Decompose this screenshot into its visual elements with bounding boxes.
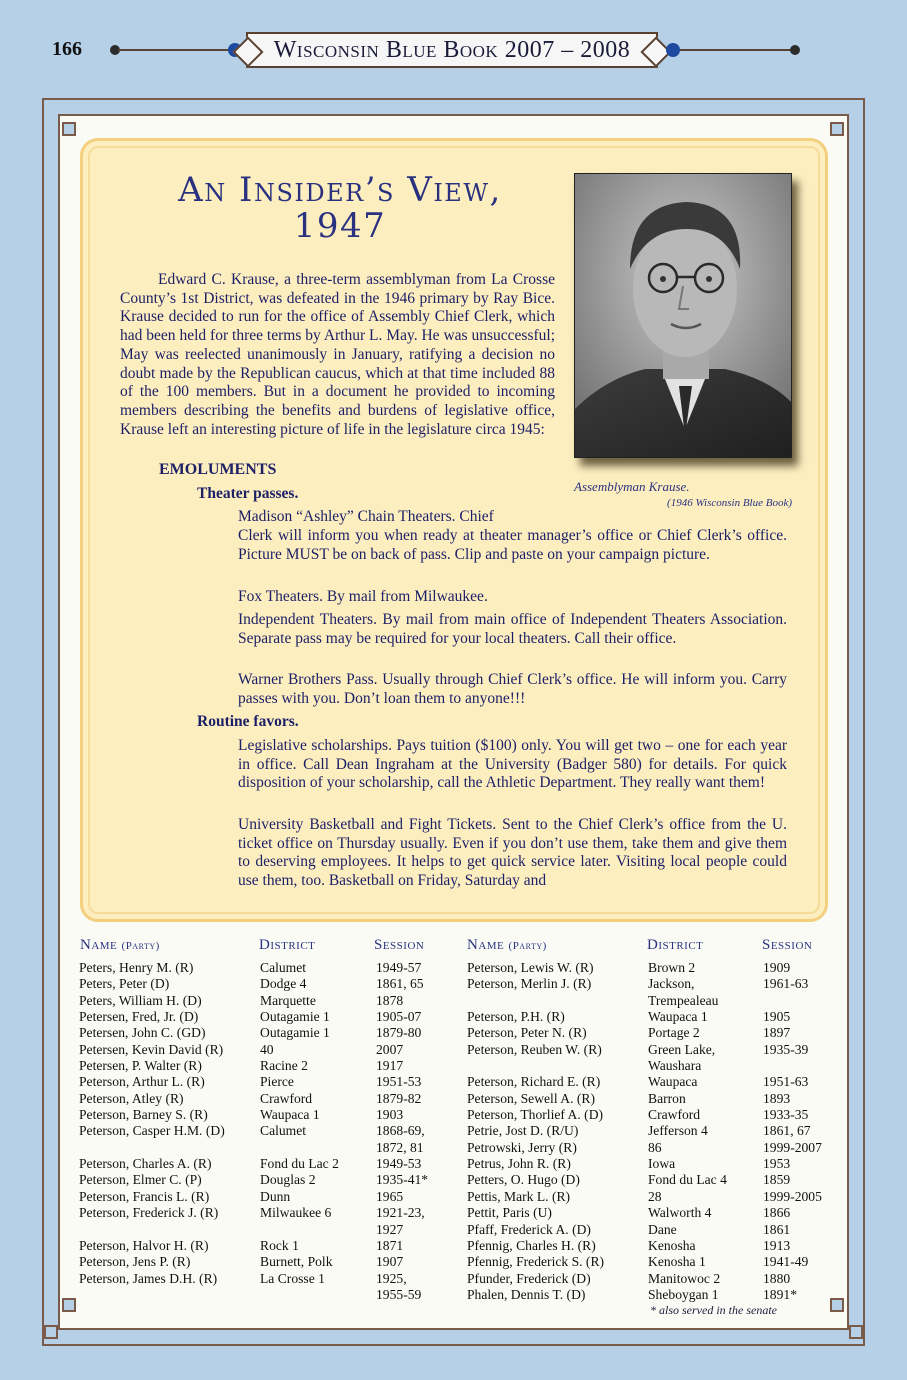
table-cell: Crawford xyxy=(260,1090,313,1106)
table-cell: 1891* xyxy=(763,1286,797,1302)
table-cell: Iowa xyxy=(648,1156,676,1172)
table-cell: Peterson, Thorlief A. (D) xyxy=(467,1107,604,1123)
table-cell: Waupaca 1 xyxy=(648,1009,708,1025)
table-cell: 1917 xyxy=(376,1058,404,1074)
frame-corner xyxy=(62,1298,76,1312)
section-heading: EMOLUMENTS xyxy=(159,461,277,478)
table-cell xyxy=(763,993,822,1009)
table-cell: 1921-23, xyxy=(376,1205,425,1221)
table-cell: 1941-49 xyxy=(763,1254,809,1270)
table-cell: 1951-53 xyxy=(376,1074,422,1090)
table-cell: Peterson, James D.H. (R) xyxy=(79,1270,218,1286)
theater-paragraph-fox: Fox Theaters. By mail from Milwaukee. xyxy=(238,588,488,605)
table-cell: Manitowoc 2 xyxy=(648,1270,721,1286)
table-cell: 28 xyxy=(648,1188,662,1204)
table-cell xyxy=(260,1140,339,1156)
table-cell xyxy=(467,1058,604,1074)
table-cell: 1955-59 xyxy=(376,1286,422,1302)
table-cell: Jackson, xyxy=(648,976,695,992)
table-cell xyxy=(79,1222,225,1238)
table-cell: Phalen, Dennis T. (D) xyxy=(467,1286,586,1302)
table-cell: Kenosha xyxy=(648,1237,696,1253)
table-cell: Petrus, John R. (R) xyxy=(467,1156,571,1172)
table-cell: Fond du Lac 4 xyxy=(648,1172,727,1188)
col-head-session-right: Session xyxy=(762,937,813,953)
table-cell: Peterson, Francis L. (R) xyxy=(79,1188,210,1204)
photo-caption-text: Assemblyman Krause. xyxy=(574,479,690,494)
table-cell: Petrowski, Jerry (R) xyxy=(467,1139,577,1155)
table-cell: 1897 xyxy=(763,1025,791,1041)
intro-paragraph: Edward C. Krause, a three-term assemblyman from La Crosse County’s 1st District, was defeated in the 1946 primary by Ray Bice. Krause decided to run for the office of Assembly Chief Clerk, which had been held for three terms by Arthur L. May. He was unsuccessful; May was reelected unanimously in January, ratifying a decision no doubt made by the Republican caucus, which at that time included 88 of the 100 members. But in a document he provided to incoming members describing the benefits and burdens of legislative office, Krause left an interesting picture of life in the legislature circa 1945: xyxy=(120,271,555,438)
table-cell: Waupaca 1 xyxy=(260,1107,320,1123)
table-cell: 1905 xyxy=(763,1009,791,1025)
table-cell: Peters, Henry M. (R) xyxy=(79,960,194,975)
table-cell: Peterson, P.H. (R) xyxy=(467,1009,565,1025)
col-sessions-right xyxy=(763,960,822,1303)
table-cell: La Crosse 1 xyxy=(260,1270,325,1286)
table-cell: 1871 xyxy=(376,1237,404,1253)
frame-corner xyxy=(830,122,844,136)
table-cell: Pfunder, Frederick (D) xyxy=(467,1270,591,1286)
table-cell: Portage 2 xyxy=(648,1025,700,1041)
book-title: Wisconsin Blue Book 2007 – 2008 xyxy=(246,32,658,68)
header-ornament-dot xyxy=(790,45,800,55)
frame-corner xyxy=(849,1325,863,1339)
table-cell: 1872, 81 xyxy=(376,1139,424,1155)
table-cell: 1951-63 xyxy=(763,1074,809,1090)
table-cell: 1893 xyxy=(763,1090,791,1106)
table-cell: Peterson, Reuben W. (R) xyxy=(467,1041,602,1057)
table-cell: Dodge 4 xyxy=(260,976,307,992)
table-cell: 1999-2005 xyxy=(763,1188,822,1204)
table-cell: Peterson, Merlin J. (R) xyxy=(467,976,592,992)
table-cell: 1935-39 xyxy=(763,1041,809,1057)
table-cell: 1935-41* xyxy=(376,1172,429,1188)
table-cell: 1999-2007 xyxy=(763,1139,822,1155)
table-cell: 1861 xyxy=(763,1221,791,1237)
table-cell: Peterson, Peter N. (R) xyxy=(467,1025,587,1041)
table-cell: Outagamie 1 xyxy=(260,1025,330,1041)
col-head-name-text: Name xyxy=(467,937,505,953)
table-cell: Brown 2 xyxy=(648,960,696,975)
page-number: 166 xyxy=(52,38,82,60)
header-rule-right xyxy=(680,49,792,51)
table-cell xyxy=(467,993,604,1009)
frame-corner xyxy=(62,122,76,136)
col-head-name-left xyxy=(80,937,160,954)
table-cell: Peterson, Sewell A. (R) xyxy=(467,1090,595,1106)
table-cell: 1913 xyxy=(763,1237,791,1253)
subheading-routine-favors: Routine favors. xyxy=(197,713,299,730)
table-cell: 40 xyxy=(260,1041,274,1057)
table-cell: Petersen, P. Walter (R) xyxy=(79,1058,202,1074)
col-head-district-left: District xyxy=(259,937,316,953)
table-cell: 1903 xyxy=(376,1107,404,1123)
feature-title-line: An Insider’s View, xyxy=(178,170,502,210)
table-cell: 1861, 65 xyxy=(376,976,424,992)
table-cell: 1907 xyxy=(376,1254,404,1270)
table-cell: Peterson, Frederick J. (R) xyxy=(79,1205,219,1221)
table-cell: Peterson, Charles A. (R) xyxy=(79,1156,212,1172)
table-cell: Peterson, Jens P. (R) xyxy=(79,1254,191,1270)
table-cell: Petersen, Kevin David (R) xyxy=(79,1041,224,1057)
table-cell: Calumet xyxy=(260,960,307,975)
table-cell: 1925, xyxy=(376,1270,407,1286)
table-cell: Pettit, Paris (U) xyxy=(467,1205,552,1221)
table-cell: Green Lake, xyxy=(648,1041,716,1057)
table-cell: Racine 2 xyxy=(260,1058,308,1074)
theater-paragraph-independent: Independent Theaters. By mail from main office of Independent Theaters Association. Separate pass may be required for your local theaters. Call their office. xyxy=(238,611,787,647)
col-names-left xyxy=(79,960,225,1303)
table-cell: 1933-35 xyxy=(763,1107,809,1123)
table-cell: Peterson, Lewis W. (R) xyxy=(467,960,594,975)
table-cell: Peterson, Casper H.M. (D) xyxy=(79,1123,225,1139)
portrait-illustration xyxy=(575,174,792,458)
table-cell xyxy=(763,1058,822,1074)
table-cell: Waushara xyxy=(648,1058,702,1074)
table-cell: Jefferson 4 xyxy=(648,1123,708,1139)
theater-paragraph-madison: Madison “Ashley” Chain Theaters. Chief xyxy=(238,508,494,525)
table-cell: 1949-57 xyxy=(376,960,422,975)
table-cell: 1859 xyxy=(763,1172,791,1188)
footnote: * also served in the senate xyxy=(650,1303,777,1317)
table-cell: Rock 1 xyxy=(260,1237,299,1253)
theater-paragraph-warner: Warner Brothers Pass. Usually through Chief Clerk’s office. He will inform you. Carry passes with you. Don’t loan them to anyone!!! xyxy=(238,671,787,707)
subheading-theater-passes: Theater passes. xyxy=(197,485,299,502)
table-cell: 1868-69, xyxy=(376,1123,425,1139)
col-head-session-left: Session xyxy=(374,937,425,953)
col-head-party-text: (Party) xyxy=(121,940,160,952)
table-cell: Crawford xyxy=(648,1107,701,1123)
table-cell: Petersen, Fred, Jr. (D) xyxy=(79,1009,199,1025)
portrait-photo xyxy=(574,173,792,458)
table-cell: 1861, 67 xyxy=(763,1123,811,1139)
table-cell: Pfennig, Charles H. (R) xyxy=(467,1237,596,1253)
table-cell: Pfennig, Frederick S. (R) xyxy=(467,1254,605,1270)
table-cell: Outagamie 1 xyxy=(260,1009,330,1025)
table-cell: 1953 xyxy=(763,1156,791,1172)
col-districts-left xyxy=(260,960,339,1303)
table-cell: 1927 xyxy=(376,1221,404,1237)
table-cell: Pierce xyxy=(260,1074,294,1090)
table-cell: Dunn xyxy=(260,1188,291,1204)
table-cell: Douglas 2 xyxy=(260,1172,316,1188)
table-cell: Peterson, Barney S. (R) xyxy=(79,1107,208,1123)
table-cell: 86 xyxy=(648,1139,662,1155)
table-cell: 1879-80 xyxy=(376,1025,422,1041)
table-cell: Petrie, Jost D. (R/U) xyxy=(467,1123,579,1139)
col-head-name-text: Name xyxy=(80,937,118,953)
col-head-district-right: District xyxy=(647,937,704,953)
header-ornament-gem xyxy=(666,43,680,57)
table-cell: Dane xyxy=(648,1221,677,1237)
table-cell: Waupaca xyxy=(648,1074,698,1090)
table-cell xyxy=(260,1287,339,1303)
table-cell: Peters, William H. (D) xyxy=(79,992,202,1008)
table-cell: 1961-63 xyxy=(763,976,809,992)
col-districts-right xyxy=(648,960,727,1303)
col-head-party-text: (Party) xyxy=(508,940,547,952)
col-names-right xyxy=(467,960,604,1303)
theater-paragraph-madison-cont: Clerk will inform you when ready at theater manager’s office or Chief Clerk’s office. Picture MUST be on back of pass. Clip and paste on your campaign picture. xyxy=(238,527,787,563)
frame-corner xyxy=(830,1298,844,1312)
table-cell: Peterson, Arthur L. (R) xyxy=(79,1074,205,1090)
table-cell: 1949-53 xyxy=(376,1156,422,1172)
table-cell: 1905-07 xyxy=(376,1009,422,1025)
table-cell: Peters, Peter (D) xyxy=(79,976,170,992)
col-sessions-left xyxy=(376,960,428,1303)
table-cell: Fond du Lac 2 xyxy=(260,1156,339,1172)
table-cell: Calumet xyxy=(260,1123,307,1139)
table-cell: 1878 xyxy=(376,992,404,1008)
table-cell: Marquette xyxy=(260,992,316,1008)
table-cell: 1880 xyxy=(763,1270,791,1286)
feature-title xyxy=(120,172,560,244)
table-cell: Petersen, John C. (GD) xyxy=(79,1025,206,1041)
table-cell: 1909 xyxy=(763,960,791,975)
table-cell: Trempealeau xyxy=(648,992,719,1008)
table-cell: Peterson, Richard E. (R) xyxy=(467,1074,601,1090)
header-rule-left xyxy=(118,49,228,51)
table-cell: Peterson, Elmer C. (P) xyxy=(79,1172,202,1188)
table-cell: Pettis, Mark L. (R) xyxy=(467,1188,571,1204)
table-cell: Petters, O. Hugo (D) xyxy=(467,1172,580,1188)
table-cell: Peterson, Halvor H. (R) xyxy=(79,1237,209,1253)
table-cell: 1965 xyxy=(376,1188,404,1204)
favor-paragraph-scholarships: Legislative scholarships. Pays tuition ($100) only. You will get two – one for each year in office. Call Dean Ingraham at the University (Badger 580) for details. For quick disposition of your scholarship, call the Athletic Department. They really want them! xyxy=(238,737,787,792)
table-cell: Milwaukee 6 xyxy=(260,1205,332,1221)
feature-title-year: 1947 xyxy=(293,206,387,246)
photo-source: (1946 Wisconsin Blue Book) xyxy=(667,497,792,509)
photo-caption xyxy=(574,479,792,509)
table-cell: Barron xyxy=(648,1090,686,1106)
favor-paragraph-tickets: University Basketball and Fight Tickets. Sent to the Chief Clerk’s office from the U. ticket office on Thursday usually. Even if you don’t use them, take them and give them to deserving employees. It helps to get quick service later. Visiting local people could use them, too. Basketball on Friday, Saturday and xyxy=(238,816,787,890)
table-cell: 2007 xyxy=(376,1041,404,1057)
table-cell: Pfaff, Frederick A. (D) xyxy=(467,1221,591,1237)
table-cell: Peterson, Atley (R) xyxy=(79,1090,184,1106)
table-cell: Kenosha 1 xyxy=(648,1254,706,1270)
frame-corner xyxy=(44,1325,58,1339)
table-cell: 1879-82 xyxy=(376,1090,422,1106)
table-cell: Burnett, Polk xyxy=(260,1254,333,1270)
table-cell xyxy=(79,1287,225,1303)
col-head-name-right xyxy=(467,937,547,954)
table-cell: Walworth 4 xyxy=(648,1205,712,1221)
table-cell xyxy=(79,1140,225,1156)
table-cell: 1866 xyxy=(763,1205,791,1221)
table-cell xyxy=(260,1222,339,1238)
table-cell: Sheboygan 1 xyxy=(648,1286,719,1302)
